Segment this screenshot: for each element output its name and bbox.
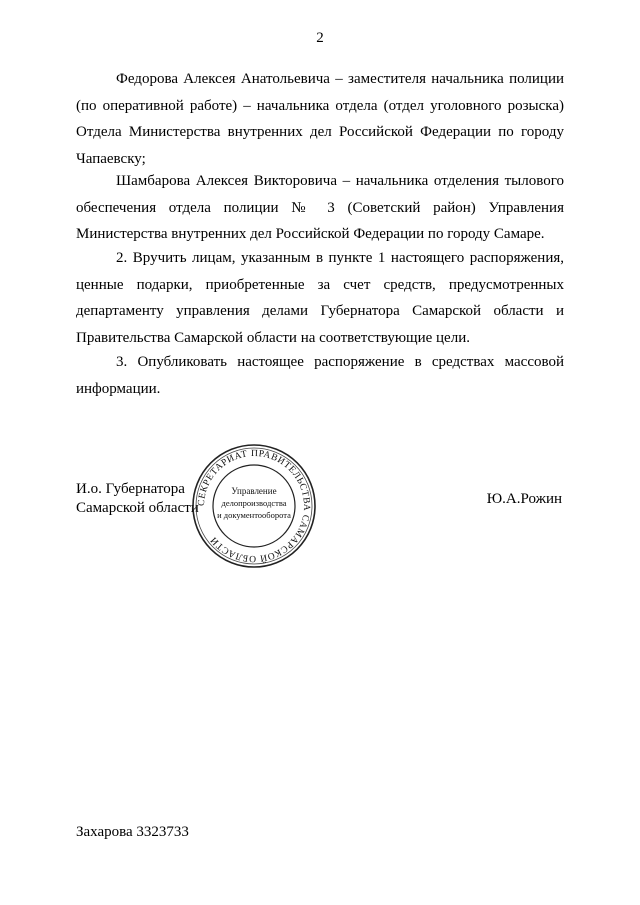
stamp-center-line1: Управление [231,486,277,496]
paragraph-shambarov: Шамбарова Алексея Викторовича – начальника отделения тылового обеспечения отдела полиции № 3 (Советский район) Управления Министерства внутренних дел Российской Федерации по городу Самаре. [76,173,564,242]
signature-position-line2: Самарской области [76,500,199,516]
signature-name: Ю.А.Рожин [486,491,562,507]
page-number: 2 [316,30,324,46]
paragraph-item-2: 2. Вручить лицам, указанным в пункте 1 настоящего распоряжения, ценные подарки, приобретенные за счет средств, предусмотренных департаменту управления делами Губернатора Самарской области и Правительства Самарской области на соответствующие цели. [76,250,564,346]
official-stamp [190,442,318,570]
stamp-center-line2: делопроизводства [221,498,287,508]
signature-position-line1: И.о. Губернатора [76,481,185,497]
signature-position [76,480,199,518]
paragraph-item-3: 3. Опубликовать настоящее распоряжение в средствах массовой информации. [76,354,564,397]
paragraph-fedorov: Федорова Алексея Анатольевича – заместителя начальника полиции (по оперативной работе) – начальника отдела (отдел уголовного розыска) Отдела Министерства внутренних дел Российской Федерации по городу Чапаевску; [76,71,564,167]
stamp-center-line3: и документооборота [217,510,291,520]
executor-contact: Захарова 3323733 [76,824,189,840]
stamp-ring-text: СЕКРЕТАРИАТ ПРАВИТЕЛЬСТВА САМАРСКОЙ ОБЛАСТИ [196,448,312,564]
